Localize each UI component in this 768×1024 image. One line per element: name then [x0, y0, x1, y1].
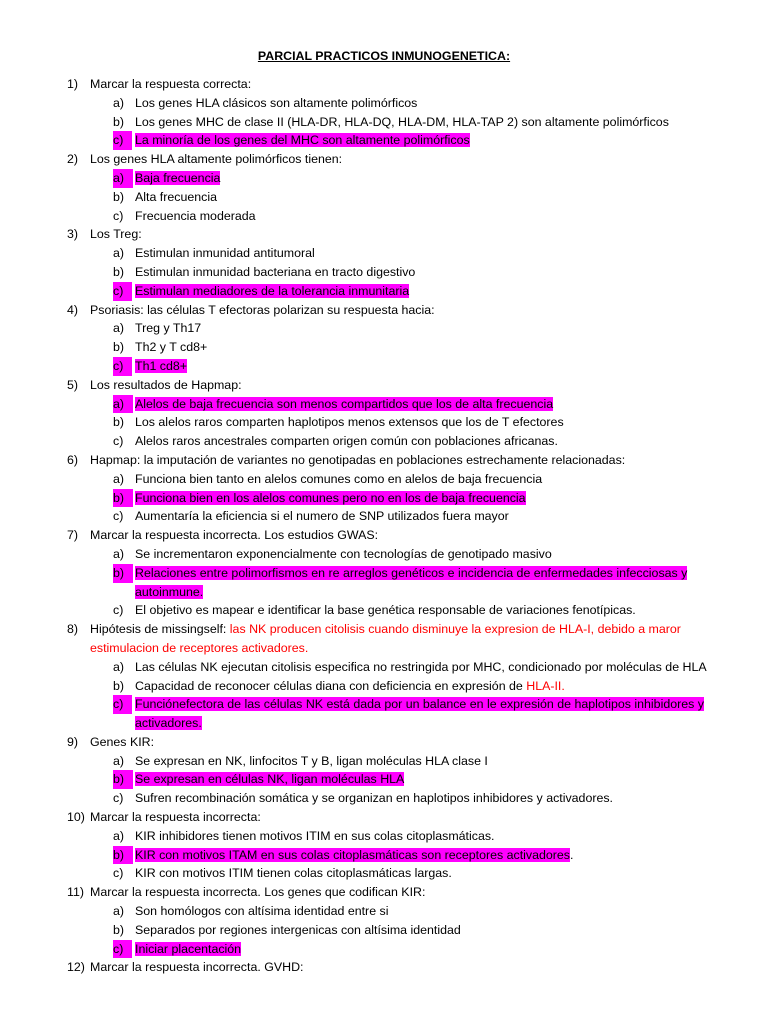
option-letter: a): [113, 828, 125, 843]
question-text: Los Treg:: [90, 227, 142, 242]
question-4: [0, 301, 768, 320]
option-suffix: .: [570, 847, 574, 862]
option-text: Funciona bien en los alelos comunes pero no en los de baja frecuencia: [135, 490, 526, 505]
option-3-a: [0, 244, 768, 263]
option-letter: a): [113, 753, 125, 768]
question-number: 5): [67, 377, 79, 392]
option-text: Frecuencia moderada: [135, 208, 256, 223]
option-7-a: [0, 545, 768, 564]
option-text: Estimulan inmunidad antitumoral: [135, 246, 315, 261]
question-red-text: las NK producen citolisis cuando disminuye la expresion de HLA-I, debido a maror estimulacion de receptores activadores.: [90, 622, 681, 655]
question-text: Marcar la respuesta incorrecta. Los estudios GWAS:: [90, 528, 379, 543]
option-8-b: [0, 677, 768, 696]
question-number: 7): [67, 528, 79, 543]
question-5: [0, 376, 768, 395]
option-letter: c): [113, 866, 124, 881]
option-letter: b): [113, 846, 133, 865]
option-letter: c): [113, 131, 132, 150]
option-text: Funciónefectora de las células NK está dada por un balance en le expresión de haplotipos inhibidores y activadores.: [135, 697, 704, 731]
option-letter: c): [113, 509, 124, 524]
option-2-b: [0, 188, 768, 207]
option-text: Se incrementaron exponencialmente con tecnologías de genotipado masivo: [135, 546, 552, 561]
option-text: Las células NK ejecutan citolisis especifica no restringida por MHC, condicionado por moléculas de HLA: [135, 659, 707, 674]
option-text: Los genes MHC de clase II (HLA-DR, HLA-DQ, HLA-DM, HLA-TAP 2) son altamente polimórficos: [135, 114, 669, 129]
option-letter: b): [113, 770, 133, 789]
option-text: Iniciar placentación: [135, 941, 242, 956]
question-3: [0, 225, 768, 244]
option-4-b: [0, 338, 768, 357]
option-1-c: [0, 131, 768, 150]
option-text: Relaciones entre polimorfismos en re arreglos genéticos e incidencia de enfermedades infecciosas y autoinmune.: [135, 565, 688, 599]
question-9: [0, 733, 768, 752]
question-number: 3): [67, 227, 79, 242]
option-10-b: [0, 846, 768, 865]
option-5-b: [0, 413, 768, 432]
option-letter: a): [113, 95, 125, 110]
question-text: Marcar la respuesta incorrecta. GVHD:: [90, 960, 304, 975]
option-text: Th2 y T cd8+: [135, 340, 208, 355]
question-number: 8): [67, 622, 79, 637]
option-text: Los alelos raros comparten haplotipos menos extensos que los de T efectores: [135, 415, 564, 430]
option-10-a: [0, 827, 768, 846]
option-text: Sufren recombinación somática y se organizan en haplotipos inhibidores y activadores.: [135, 791, 613, 806]
option-letter: b): [113, 264, 125, 279]
option-11-c: [0, 940, 768, 959]
option-text: Los genes HLA clásicos son altamente polimórficos: [135, 95, 418, 110]
option-letter: c): [113, 940, 132, 959]
option-3-c: [0, 282, 768, 301]
option-text: KIR con motivos ITAM en sus colas citoplasmáticas son receptores activadores: [135, 847, 570, 862]
question-8: [0, 620, 768, 658]
question-2: [0, 150, 768, 169]
option-letter: b): [113, 922, 125, 937]
option-text: Se expresan en NK, linfocitos T y B, ligan moléculas HLA clase I: [135, 753, 488, 768]
question-text: Psoriasis: las células T efectoras polarizan su respuesta hacia:: [90, 302, 435, 317]
question-text: Marcar la respuesta correcta:: [90, 77, 252, 91]
option-letter: b): [113, 564, 133, 583]
option-letter: c): [113, 357, 132, 376]
option-5-c: [0, 432, 768, 451]
option-red-suffix: HLA-II.: [526, 678, 565, 693]
option-letter: b): [113, 415, 125, 430]
option-letter: a): [113, 395, 133, 414]
option-8-a: [0, 658, 768, 677]
option-text: KIR con motivos ITIM tienen colas citoplasmáticas largas.: [135, 866, 452, 881]
option-text: KIR inhibidores tienen motivos ITIM en sus colas citoplasmáticas.: [135, 828, 495, 843]
option-text: Treg y Th17: [135, 321, 202, 336]
question-number: 9): [67, 734, 79, 749]
question-list: [0, 75, 768, 977]
question-7: [0, 526, 768, 545]
option-letter: a): [113, 659, 125, 674]
question-text: Los genes HLA altamente polimórficos tienen:: [90, 152, 343, 167]
document-title: PARCIAL PRACTICOS INMUNOGENETICA:: [257, 49, 511, 63]
option-letter: b): [113, 489, 133, 508]
option-7-c: [0, 601, 768, 620]
option-text: Alelos raros ancestrales comparten origen común con poblaciones africanas.: [135, 434, 558, 449]
question-number: 10): [67, 810, 85, 825]
question-text: Marcar la respuesta incorrecta. Los genes que codifican KIR:: [90, 885, 426, 900]
option-2-c: [0, 207, 768, 226]
option-11-b: [0, 921, 768, 940]
option-letter: c): [113, 208, 124, 223]
option-letter: b): [113, 678, 125, 693]
option-text: La minoría de los genes del MHC son altamente polimórficos: [135, 133, 470, 148]
question-10: [0, 808, 768, 827]
option-text: Son homólogos con altísima identidad entre si: [135, 904, 389, 919]
option-text: Alelos de baja frecuencia son menos compartidos que los de alta frecuencia: [135, 396, 554, 411]
option-letter: b): [113, 340, 125, 355]
option-letter: c): [113, 603, 124, 618]
option-letter: a): [113, 546, 125, 561]
option-text: El objetivo es mapear e identificar la base genética responsable de variaciones fenotípicas.: [135, 603, 636, 618]
option-text: Alta frecuencia: [135, 189, 217, 204]
option-letter: c): [113, 282, 132, 301]
option-4-a: [0, 319, 768, 338]
option-letter: c): [113, 695, 132, 714]
option-9-c: [0, 789, 768, 808]
question-12: [0, 958, 768, 977]
question-text: Hapmap: la imputación de variantes no genotipadas en poblaciones estrechamente relacionadas:: [90, 452, 626, 467]
option-4-c: [0, 357, 768, 376]
option-7-b: [0, 564, 768, 602]
option-letter: b): [113, 114, 125, 129]
question-number: 2): [67, 152, 79, 167]
question-number: 1): [67, 77, 79, 91]
option-text: Aumentaría la eficiencia si el numero de SNP utilizados fuera mayor: [135, 509, 509, 524]
question-number: 6): [67, 452, 79, 467]
option-letter: b): [113, 189, 125, 204]
question-text: Marcar la respuesta incorrecta:: [90, 810, 261, 825]
option-text: Estimulan inmunidad bacteriana en tracto digestivo: [135, 264, 416, 279]
option-text: Separados por regiones intergenicas con altísima identidad: [135, 922, 461, 937]
option-text: Capacidad de reconocer células diana con deficiencia en expresión de: [135, 678, 527, 693]
question-1: [0, 75, 768, 94]
question-number: 4): [67, 302, 79, 317]
option-5-a: [0, 395, 768, 414]
question-text: Genes KIR:: [90, 734, 155, 749]
option-10-c: [0, 864, 768, 883]
option-9-b: [0, 770, 768, 789]
option-text: Baja frecuencia: [135, 170, 221, 185]
question-11: [0, 883, 768, 902]
option-text: Estimulan mediadores de la tolerancia inmunitaria: [135, 283, 410, 298]
question-6: [0, 451, 768, 470]
option-2-a: [0, 169, 768, 188]
option-letter: a): [113, 904, 125, 919]
option-letter: c): [113, 434, 124, 449]
option-text: Se expresan en células NK, ligan moléculas HLA: [135, 772, 405, 787]
option-6-b: [0, 489, 768, 508]
option-letter: c): [113, 791, 124, 806]
option-8-c: [0, 695, 768, 733]
option-letter: a): [113, 246, 125, 261]
option-letter: a): [113, 471, 125, 486]
question-number: 11): [67, 885, 84, 900]
option-text: Th1 cd8+: [135, 358, 188, 373]
option-9-a: [0, 752, 768, 771]
option-3-b: [0, 263, 768, 282]
question-text: Hipótesis de missingself:: [90, 622, 230, 637]
option-letter: a): [113, 169, 133, 188]
question-number: 12): [67, 960, 85, 975]
option-letter: a): [113, 321, 125, 336]
option-11-a: [0, 902, 768, 921]
option-1-b: [0, 113, 768, 132]
option-text: Funciona bien tanto en alelos comunes como en alelos de baja frecuencia: [135, 471, 543, 486]
option-6-a: [0, 470, 768, 489]
option-1-a: [0, 94, 768, 113]
option-6-c: [0, 507, 768, 526]
question-text: Los resultados de Hapmap:: [90, 377, 242, 392]
